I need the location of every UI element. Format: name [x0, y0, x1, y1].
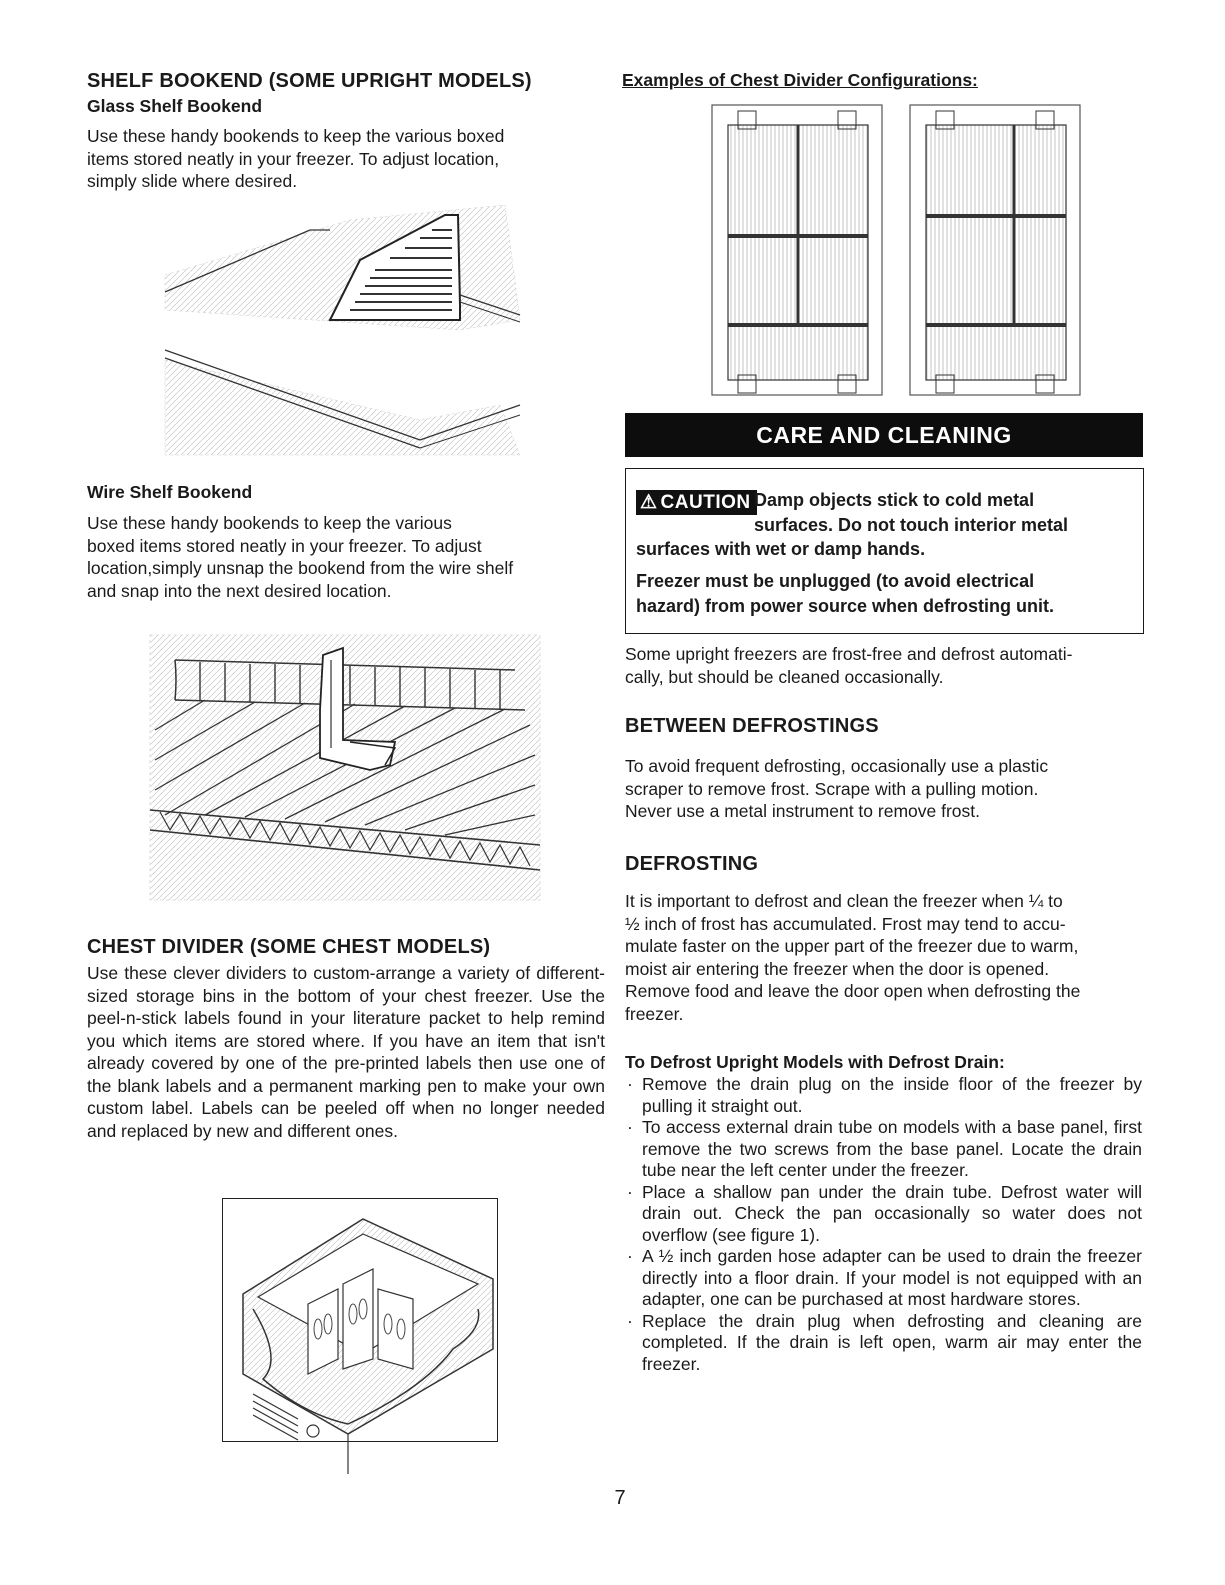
defrosting-heading: DEFROSTING: [625, 853, 759, 875]
list-item: · A ½ inch garden hose adapter can be used to drain the freezer directly into a floor drain. If your model is not equipped with an adapter, one can be purchased at most hardware stores.: [624, 1246, 1142, 1311]
list-item: · Remove the drain plug on the inside floor of the freezer by pulling it straight out.: [624, 1074, 1142, 1117]
caution-badge: ⚠ CAUTION: [636, 490, 757, 515]
list-item: · To access external drain tube on models with a base panel, first remove the two screws from the base panel. Locate the drain tube near the left center under the freezer.: [624, 1117, 1142, 1182]
defrosting-text: It is important to defrost and clean the freezer when ¼ to ½ inch of frost has accumulated. Frost may tend to accu- mulate faster on the upper part of the freezer due to warm, moist air entering the freezer when the door is opened. Remove food and leave the door open when defrosting the freezer.: [625, 891, 1081, 1024]
glass-shelf-bookend-heading: Glass Shelf Bookend: [87, 96, 263, 116]
shelf-bookend-heading: SHELF BOOKEND (SOME UPRIGHT MODELS): [87, 70, 532, 92]
wire-shelf-bookend-illustration: [145, 630, 545, 905]
care-intro-text: Some upright freezers are frost-free and defrost automati- cally, but should be cleaned occasionally.: [625, 644, 1073, 687]
between-defrostings-text: To avoid frequent defrosting, occasionally use a plastic scraper to remove frost. Scrape with a pulling motion. Never use a metal instrument to remove frost.: [625, 756, 1049, 821]
chest-freezer-illustration: [222, 1198, 498, 1442]
chest-divider-text: Use these clever dividers to custom-arrange a variety of different-sized storage bins in the bottom of your chest freezer. Use the peel-n-stick labels found in your literature packet to help remind you which items are stored where. If you have an item that isn't already covered by one of the pre-printed labels then use one of the blank labels and a permanent marking pen to make your own custom label. Labels can be peeled off when no longer needed and replaced by new and different ones.: [87, 963, 605, 1141]
examples-heading: Examples of Chest Divider Configurations:: [622, 70, 978, 90]
upright-defrost-heading: To Defrost Upright Models with Defrost Drain:: [625, 1052, 1005, 1072]
glass-shelf-bookend-illustration: [160, 200, 540, 460]
glass-shelf-bookend-text: Use these handy bookends to keep the various boxed items stored neatly in your freezer. To adjust location, simply slide where desired.: [87, 126, 505, 191]
warning-triangle-icon: ⚠: [640, 492, 658, 513]
wire-shelf-bookend-heading: Wire Shelf Bookend: [87, 482, 253, 502]
caution-text-line-1: Damp objects stick to cold metal: [754, 490, 1035, 510]
list-item: · Replace the drain plug when defrosting and cleaning are completed. If the drain is left open, warm air may enter the freezer.: [624, 1311, 1142, 1376]
caution-text-line-3: surfaces with wet or damp hands.: [636, 539, 926, 559]
caution-text-line-5: hazard) from power source when defrosting unit.: [636, 596, 1055, 616]
page-number: 7: [614, 1487, 626, 1509]
care-and-cleaning-banner: CARE AND CLEANING: [625, 413, 1143, 457]
chest-divider-heading: CHEST DIVIDER (SOME CHEST MODELS): [87, 936, 491, 958]
between-defrostings-heading: BETWEEN DEFROSTINGS: [625, 715, 879, 737]
list-item: · Place a shallow pan under the drain tube. Defrost water will drain out. Check the pan occasionally so water does not overflow (see figure 1).: [624, 1182, 1142, 1247]
caution-box: [625, 468, 1144, 634]
caution-text-line-4: Freezer must be unplugged (to avoid electrical: [636, 571, 1035, 591]
chest-divider-configurations-illustration: [710, 103, 1082, 401]
wire-shelf-bookend-text: Use these handy bookends to keep the various boxed items stored neatly in your freezer. To adjust location,simply unsnap the bookend from the wire shelf and snap into the next desired location.: [87, 513, 514, 601]
upright-defrost-steps: [624, 1074, 1142, 1375]
caution-text-line-2: surfaces. Do not touch interior metal: [754, 515, 1069, 535]
